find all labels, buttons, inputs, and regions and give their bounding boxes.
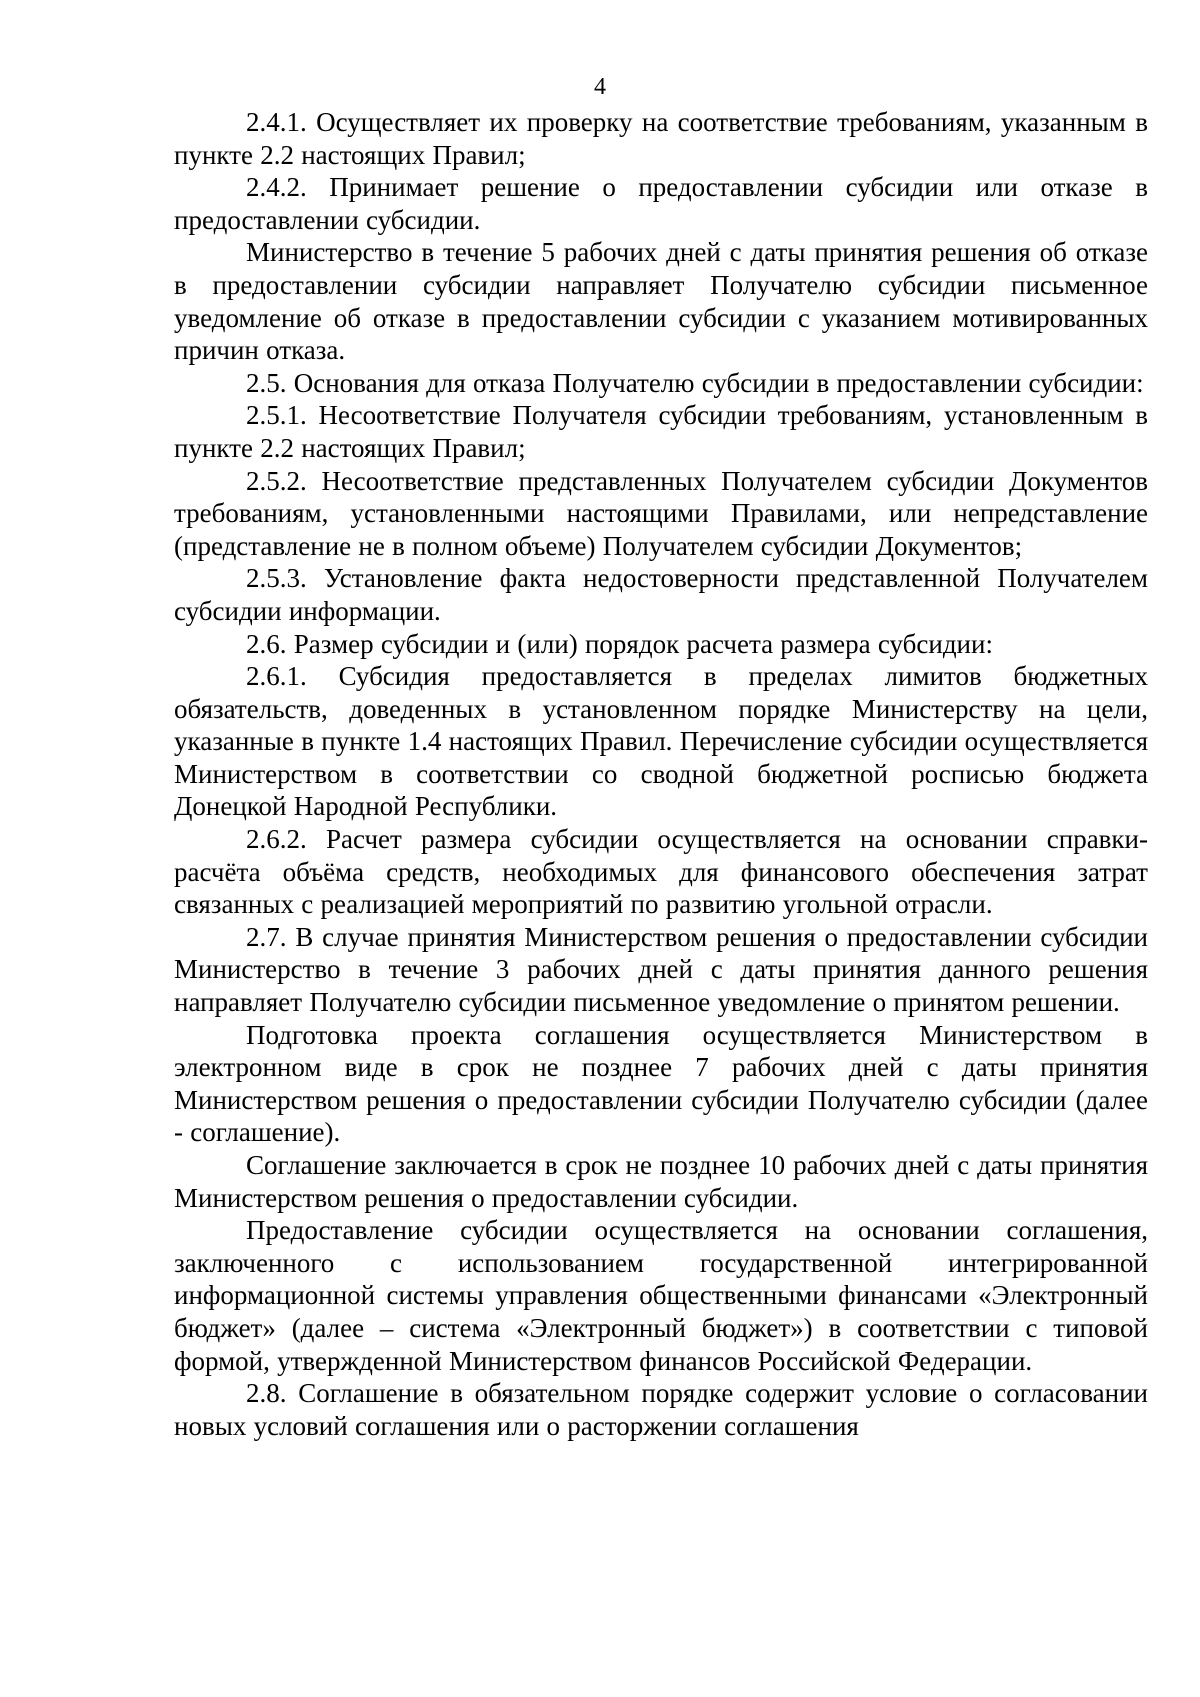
paragraph-2-8: 2.8. Соглашение в обязательном порядке содержит условие о согласовании новых условий соглашения или о расторжении соглашения [174, 1378, 1148, 1441]
page-number: 4 [594, 74, 606, 100]
paragraph-refusal-notice: Министерство в течение 5 рабочих дней с даты принятия решения об отказе в предоставлении субсидии направляет Получателю субсидии письменное уведомление об отказе в предоставлении субсидии с указанием мотивированных причин отказа. [174, 237, 1148, 366]
paragraph-agreement-deadline: Соглашение заключается в срок не позднее 10 рабочих дней с даты принятия Министерством решения о предоставлении субсидии. [174, 1150, 1148, 1213]
paragraph-2-4-1: 2.4.1. Осуществляет их проверку на соответствие требованиям, указанным в пункте 2.2 настоящих Правил; [174, 107, 1148, 170]
paragraph-2-5-2: 2.5.2. Несоответствие представленных Получателем субсидии Документов требованиям, установленными настоящими Правилами, или непредставление (представление не в полном объеме) Получателем субсидии Документов; [174, 465, 1148, 561]
document-body [174, 106, 1148, 1442]
paragraph-2-6-2: 2.6.2. Расчет размера субсидии осуществляется на основании справки-расчёта объёма средств, необходимых для финансового обеспечения затрат связанных с реализацией мероприятий по развитию угольной отрасли. [174, 824, 1148, 920]
paragraph-2-4-2: 2.4.2. Принимает решение о предоставлении субсидии или отказе в предоставлении субсидии. [174, 172, 1148, 235]
paragraph-2-5-1: 2.5.1. Несоответствие Получателя субсидии требованиям, установленным в пункте 2.2 настоящих Правил; [174, 400, 1148, 463]
paragraph-agreement-draft: Подготовка проекта соглашения осуществляется Министерством в электронном виде в срок не позднее 7 рабочих дней с даты принятия Министерством решения о предоставлении субсидии Получателю субсидии (далее - соглашение). [174, 1019, 1148, 1148]
paragraph-2-5-3: 2.5.3. Установление факта недостоверности представленной Получателем субсидии информации. [174, 563, 1148, 626]
paragraph-2-5: 2.5. Основания для отказа Получателю субсидии в предоставлении субсидии: [246, 367, 1144, 398]
paragraph-2-6-1: 2.6.1. Субсидия предоставляется в пределах лимитов бюджетных обязательств, доведенных в установленном порядке Министерству на цели, указанные в пункте 1.4 настоящих Правил. Перечисление субсидии осуществляется Министерством в соответствии со сводной бюджетной росписью бюджета Донецкой Народной Республики. [174, 661, 1148, 822]
paragraph-electronic-budget: Предоставление субсидии осуществляется на основании соглашения, заключенного с использованием государственной интегрированной информационной системы управления общественными финансами «Электронный бюджет» (далее – система «Электронный бюджет») в соответствии с типовой формой, утвержденной Министерством финансов Российской Федерации. [174, 1215, 1148, 1376]
paragraph-2-7: 2.7. В случае принятия Министерством решения о предоставлении субсидии Министерство в течение 3 рабочих дней с даты принятия данного решения направляет Получателю субсидии письменное уведомление о принятом решении. [174, 921, 1148, 1018]
paragraph-2-6: 2.6. Размер субсидии и (или) порядок расчета размера субсидии: [246, 628, 993, 659]
